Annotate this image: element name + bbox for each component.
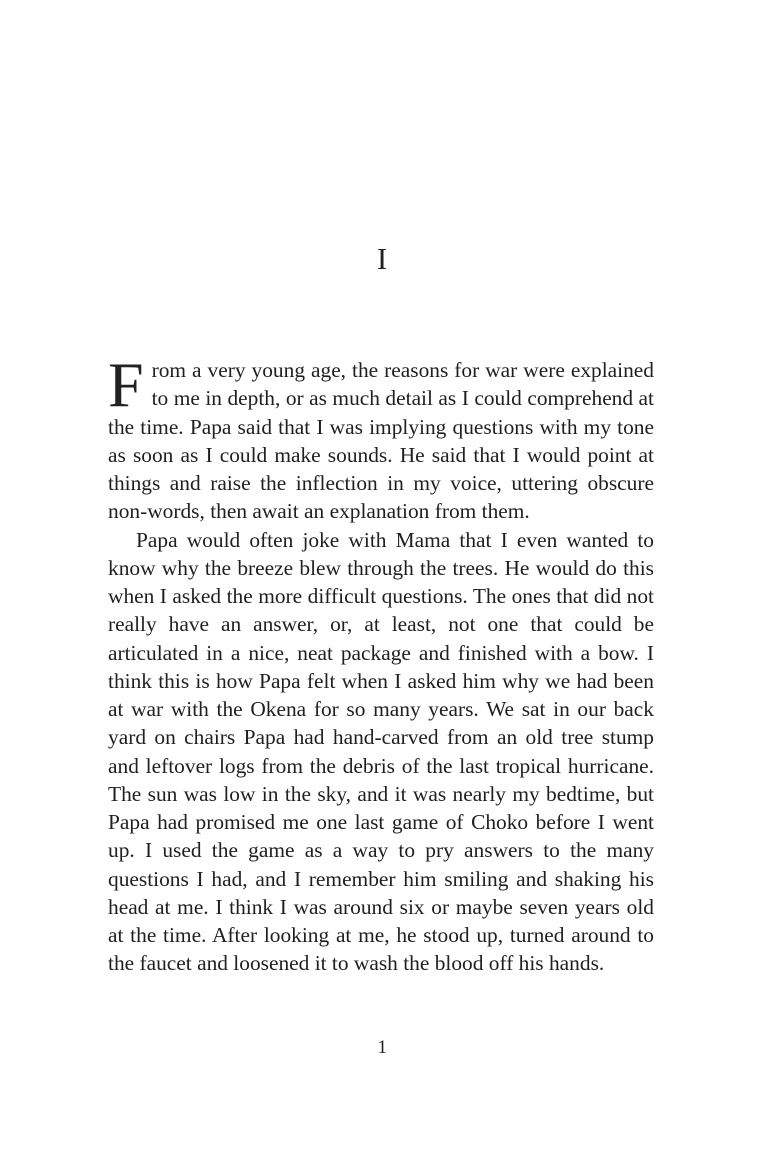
paragraph-opening bbox=[108, 349, 654, 526]
body-text-block bbox=[108, 349, 654, 978]
drop-cap: F bbox=[108, 349, 144, 420]
paragraph-opening-text: rom a very young age, the reasons for war were explained to me in depth, or as much detail as I could comprehend at the time. Papa said that I was implying questions with my tone as soon as I could make sounds. He said that I would point at things and raise the inflection in my voice, uttering obscure non-words, then await an explanation from them. bbox=[108, 358, 654, 524]
page-number: 1 bbox=[377, 1037, 388, 1058]
chapter-number: I bbox=[376, 241, 389, 276]
paragraph-second: Papa would often joke with Mama that I even wanted to know why the breeze blew through the trees. He would do this when I asked the more difficult questions. The ones that did not really have an answer, or, at least, not one that could be articulated in a nice, neat package and finished with a bow. I think this is how Papa felt when I asked him why we had been at war with the Okena for so many years. We sat in our back yard on chairs Papa had hand-carved from an old tree stump and leftover logs from the debris of the last tropical hurricane. The sun was low in the sky, and it was nearly my bedtime, but Papa had promised me one last game of Choko before I went up. I used the game as a way to pry answers to the many questions I had, and I remember him smiling and shaking his head at me. I think I was around six or maybe seven years old at the time. After looking at me, he stood up, turned around to the faucet and loosened it to wash the blood off his hands. bbox=[108, 527, 654, 976]
